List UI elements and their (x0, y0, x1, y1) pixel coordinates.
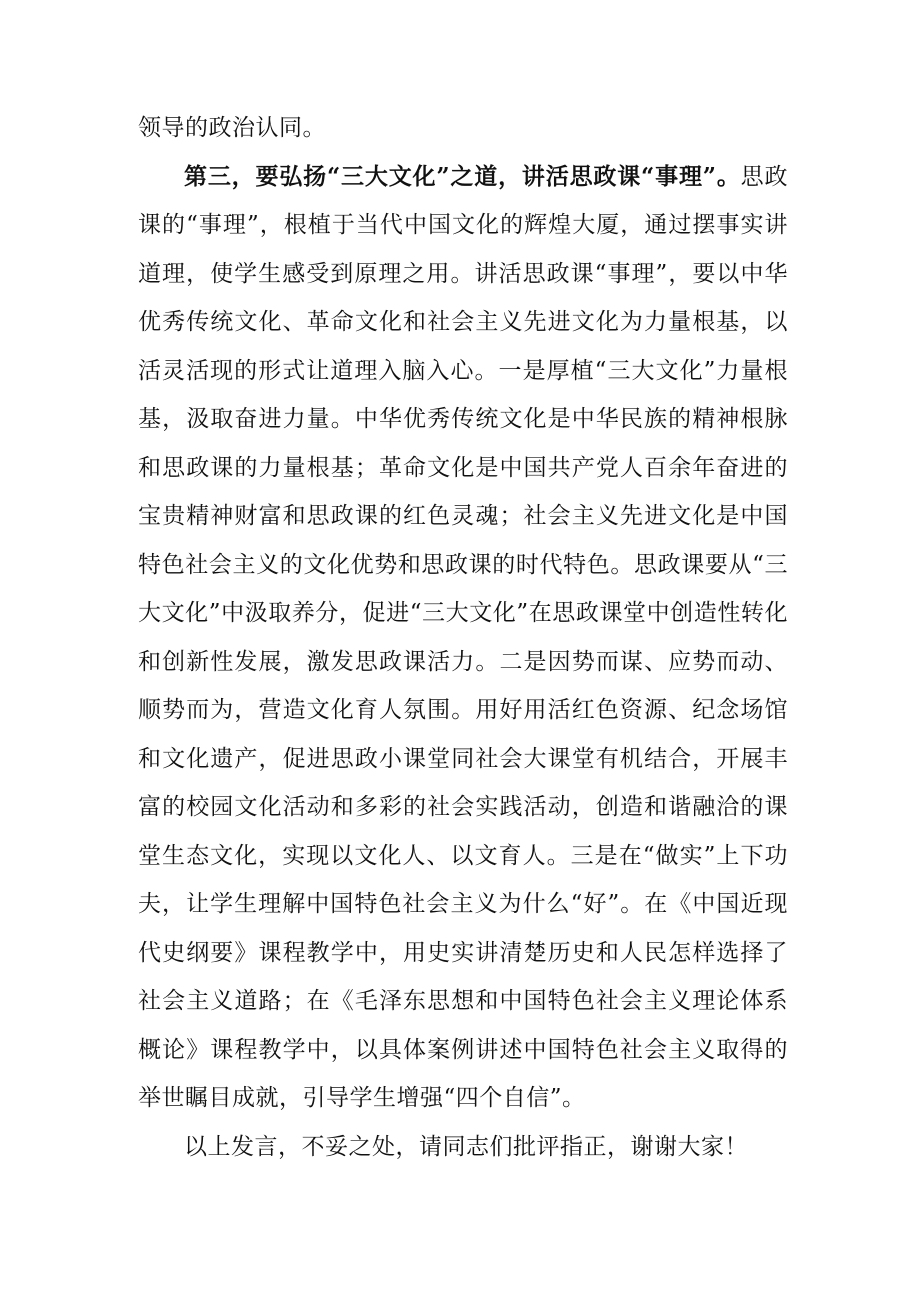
paragraph-body: 思政课的“事理”，根植于当代中国文化的辉煌大厦，通过摆事实讲道理，使学生感受到原理之用。讲活思政课“事理”，要以中华优秀传统文化、革命文化和社会主义先进文化为力量根基，以活灵活现的形式让道理入脑入心。一是厚植“三大文化”力量根基，汲取奋进力量。中华优秀传统文化是中华民族的精神根脉和思政课的力量根基；革命文化是中国共产党人百余年奋进的宝贵精神财富和思政课的红色灵魂；社会主义先进文化是中国特色社会主义的文化优势和思政课的时代特色。思政课要从“三大文化”中汲取养分，促进“三大文化”在思政课堂中创造性转化和创新性发展，激发思政课活力。二是因势而谋、应势而动、顺势而为，营造文化育人氛围。用好用活红色资源、纪念场馆和文化遗产，促进思政小课堂同社会大课堂有机结合，开展丰富的校园文化活动和多彩的社会实践活动，创造和谐融洽的课堂生态文化，实现以文化人、以文育人。三是在“做实”上下功夫，让学生理解中国特色社会主义为什么“好”。在《中国近现代史纲要》课程教学中，用史实讲清楚历史和人民怎样选择了社会主义道路；在《毛泽东思想和中国特色社会主义理论体系概论》课程教学中，以具体案例讲述中国特色社会主义取得的举世瞩目成就，引导学生增强“四个自信”。 (138, 163, 789, 1111)
paragraph-closing: 以上发言，不妥之处，请同志们批评指正，谢谢大家！ (184, 1133, 748, 1160)
paragraph-lead-heading: 第三，要弘扬“三大文化”之道，讲活思政课“事理”。 (184, 162, 741, 190)
paragraph-third-point (138, 153, 788, 1123)
document-page (138, 104, 788, 1171)
paragraph-continuation: 领导的政治认同。 (138, 115, 326, 141)
